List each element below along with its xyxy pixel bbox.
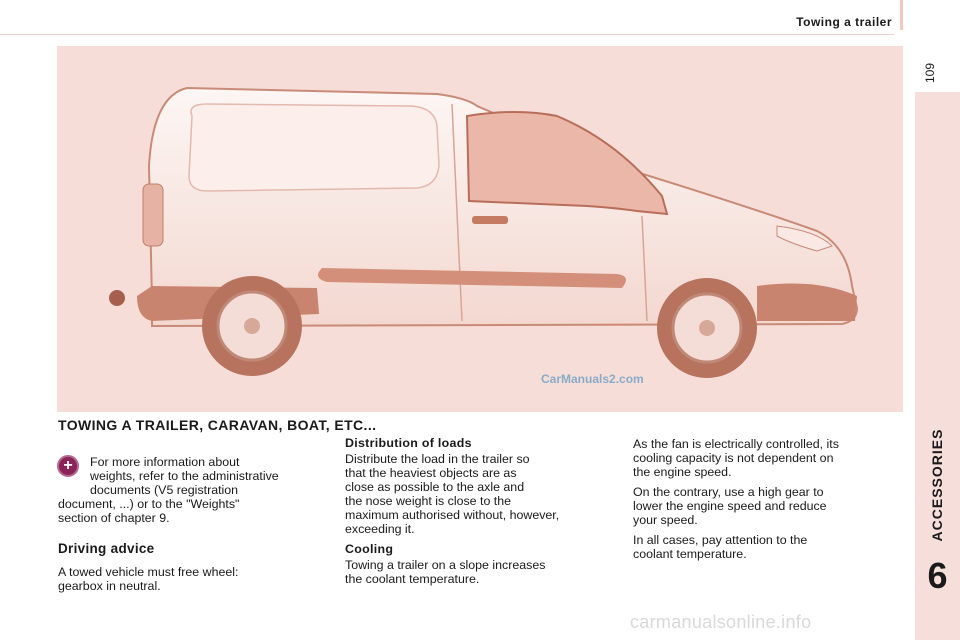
coolant-line: In all cases, pay attention to the [633, 533, 808, 547]
cooling-line: Towing a trailer on a slope increases [345, 558, 546, 572]
fan-line: the engine speed. [633, 465, 732, 479]
distribution-line: the nose weight is close to the [345, 494, 511, 508]
column-middle [345, 436, 620, 592]
watermark-text: CarManuals2.com [541, 372, 644, 386]
fan-line: As the fan is electrically controlled, its [633, 437, 839, 451]
fan-line: cooling capacity is not dependent on [633, 451, 834, 465]
gear-line: lower the engine speed and reduce [633, 499, 827, 513]
plus-info-icon: + [57, 455, 79, 477]
column-right [633, 437, 891, 567]
gear-line: your speed. [633, 513, 698, 527]
header-accent-bar [900, 0, 903, 30]
section-title: TOWING A TRAILER, CARAVAN, BOAT, ETC... [58, 417, 377, 433]
chapter-number: 6 [927, 555, 948, 596]
note-line: section of chapter 9. [58, 511, 170, 525]
note-line: weights, refer to the administrative [90, 469, 279, 483]
driving-text-line: gearbox in neutral. [58, 579, 161, 593]
gear-line: On the contrary, use a high gear to [633, 485, 824, 499]
cooling-heading: Cooling [345, 542, 394, 556]
distribution-line: maximum authorised without, however, [345, 508, 560, 522]
distribution-line: exceeding it. [345, 522, 415, 536]
page-number: 109 [923, 62, 937, 83]
driving-advice-heading: Driving advice [58, 541, 155, 556]
distribution-line: Distribute the load in the trailer so [345, 452, 530, 466]
footer-watermark: carmanualsonline.info [630, 612, 812, 632]
van-side-view-icon [57, 46, 903, 412]
note-line: document, ...) or to the "Weights" [58, 497, 240, 511]
distribution-heading: Distribution of loads [345, 436, 472, 450]
van-illustration [57, 46, 903, 412]
coolant-line: coolant temperature. [633, 547, 747, 561]
chapter-tab-label: ACCESSORIES [929, 428, 945, 542]
distribution-line: that the heaviest objects are as [345, 466, 517, 480]
page-header-title: Towing a trailer [796, 15, 892, 29]
distribution-line: close as possible to the axle and [345, 480, 525, 494]
note-line: documents (V5 registration [90, 483, 239, 497]
column-left [58, 455, 328, 599]
driving-text-line: A towed vehicle must free wheel: [58, 565, 239, 579]
header-divider [0, 34, 894, 35]
note-line: For more information about [90, 455, 240, 469]
cooling-line: the coolant temperature. [345, 572, 480, 586]
